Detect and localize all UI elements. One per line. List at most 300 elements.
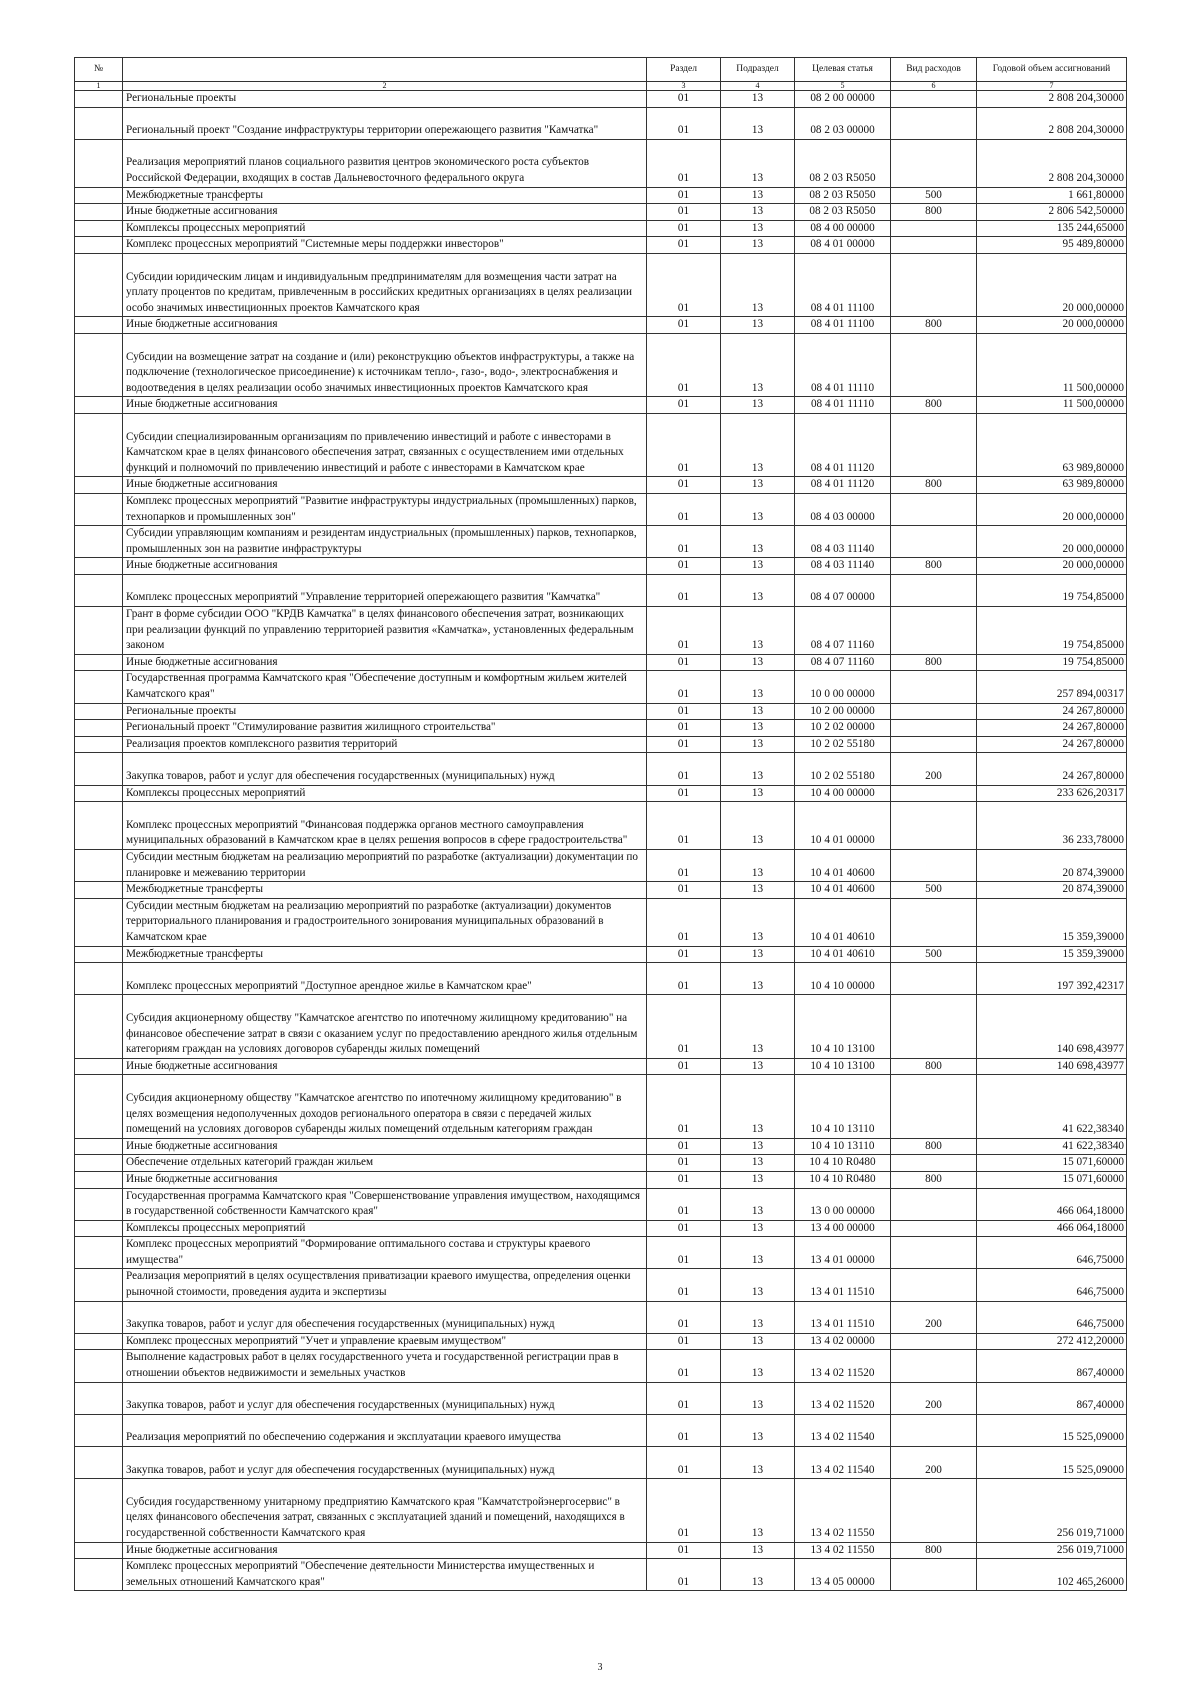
annual-amount-cell: 867,40000 (977, 1382, 1127, 1414)
table-row (75, 995, 1127, 1058)
annual-amount-cell: 19 754,85000 (977, 654, 1127, 671)
table-row (75, 654, 1127, 671)
annual-amount-cell: 272 412,20000 (977, 1333, 1127, 1350)
target-article-cell: 10 4 10 13100 (795, 1058, 891, 1075)
razdel-cell: 01 (647, 397, 721, 414)
razdel-cell: 01 (647, 736, 721, 753)
expense-type-cell (891, 526, 977, 558)
target-article-cell: 08 4 01 11100 (795, 317, 891, 334)
row-number-cell (75, 1058, 123, 1075)
row-number-cell (75, 1237, 123, 1269)
target-article-cell: 10 2 00 00000 (795, 703, 891, 720)
expense-type-cell (891, 1075, 977, 1138)
row-number-cell (75, 1301, 123, 1333)
expense-type-cell: 800 (891, 317, 977, 334)
table-row (75, 317, 1127, 334)
podrazdel-cell: 13 (721, 1350, 795, 1382)
item-name-cell: Субсидии местным бюджетам на реализацию мероприятий по разработке (актуализации) документов территориального планирования и градостроительного зонирования муниципальных образований в Камчатском крае (123, 898, 647, 946)
item-name-cell: Субсидия акционерному обществу "Камчатское агентство по ипотечному жилищному кредитованию" в целях возмещения недополученных доходов регионального оператора в связи с передачей жилых помещений на условиях договоров субаренды жилых помещений отдельным категориям граждан (123, 1075, 647, 1138)
razdel-cell: 01 (647, 1188, 721, 1220)
expense-type-cell (891, 413, 977, 476)
row-number-cell (75, 220, 123, 237)
podrazdel-cell: 13 (721, 882, 795, 899)
target-article-cell: 08 4 01 11100 (795, 253, 891, 316)
item-name-cell: Комплексы процессных мероприятий (123, 1220, 647, 1237)
annual-amount-cell: 15 071,60000 (977, 1171, 1127, 1188)
row-number-cell (75, 91, 123, 108)
podrazdel-cell: 13 (721, 317, 795, 334)
annual-amount-cell: 646,75000 (977, 1237, 1127, 1269)
expense-type-cell: 500 (891, 946, 977, 963)
podrazdel-cell: 13 (721, 946, 795, 963)
item-name-cell: Иные бюджетные ассигнования (123, 204, 647, 221)
row-number-cell (75, 204, 123, 221)
razdel-cell: 01 (647, 526, 721, 558)
row-number-cell (75, 898, 123, 946)
item-name-cell: Грант в форме субсидии ООО "КРДВ Камчатка" в целях финансового обеспечения затрат, возникающих при реализации функций по управлению территорией развития «Камчатка», установленных федеральным законом (123, 607, 647, 655)
podrazdel-cell: 13 (721, 253, 795, 316)
razdel-cell: 01 (647, 1414, 721, 1446)
table-row (75, 785, 1127, 802)
razdel-cell: 01 (647, 785, 721, 802)
podrazdel-cell: 13 (721, 1155, 795, 1172)
annual-amount-cell: 15 359,39000 (977, 898, 1127, 946)
budget-table-sheet (74, 57, 1126, 1591)
podrazdel-cell: 13 (721, 607, 795, 655)
target-article-cell: 10 4 01 40600 (795, 850, 891, 882)
row-number-cell (75, 107, 123, 139)
table-row (75, 1382, 1127, 1414)
target-article-cell: 10 0 00 00000 (795, 671, 891, 703)
podrazdel-cell: 13 (721, 802, 795, 850)
table-row (75, 736, 1127, 753)
razdel-cell: 01 (647, 333, 721, 396)
target-article-cell: 13 4 05 00000 (795, 1559, 891, 1591)
razdel-cell: 01 (647, 413, 721, 476)
target-article-cell: 10 4 01 40610 (795, 946, 891, 963)
row-number-cell (75, 995, 123, 1058)
header-annual-amount: Годовой объем ассигнований (977, 58, 1127, 82)
target-article-cell: 10 4 10 R0480 (795, 1171, 891, 1188)
razdel-cell: 01 (647, 607, 721, 655)
header-number: 2 (123, 82, 647, 91)
table-row (75, 1188, 1127, 1220)
table-row (75, 720, 1127, 737)
item-name-cell: Иные бюджетные ассигнования (123, 1542, 647, 1559)
expense-type-cell (891, 703, 977, 720)
item-name-cell: Иные бюджетные ассигнования (123, 558, 647, 575)
target-article-cell: 08 4 01 11120 (795, 413, 891, 476)
expense-type-cell (891, 220, 977, 237)
target-article-cell: 10 4 10 13100 (795, 995, 891, 1058)
table-row (75, 1237, 1127, 1269)
item-name-cell: Комплексы процессных мероприятий (123, 785, 647, 802)
podrazdel-cell: 13 (721, 1220, 795, 1237)
annual-amount-cell: 36 233,78000 (977, 802, 1127, 850)
expense-type-cell: 800 (891, 204, 977, 221)
table-row (75, 91, 1127, 108)
annual-amount-cell: 646,75000 (977, 1269, 1127, 1301)
podrazdel-cell: 13 (721, 107, 795, 139)
item-name-cell: Межбюджетные трансферты (123, 946, 647, 963)
row-number-cell (75, 963, 123, 995)
target-article-cell: 13 4 02 11520 (795, 1382, 891, 1414)
item-name-cell: Закупка товаров, работ и услуг для обеспечения государственных (муниципальных) нужд (123, 1301, 647, 1333)
item-name-cell: Субсидии специализированным организациям по привлечению инвестиций и работе с инвесторами в Камчатском крае в целях финансового обеспечения затрат, связанных с осуществлением ими отдельных функций и полномочий по привлечению инвестиций и работе с инвесторами в Камчатском крае (123, 413, 647, 476)
table-row (75, 753, 1127, 785)
expense-type-cell: 200 (891, 1447, 977, 1479)
table-row (75, 413, 1127, 476)
item-name-cell: Межбюджетные трансферты (123, 882, 647, 899)
razdel-cell: 01 (647, 1447, 721, 1479)
podrazdel-cell: 13 (721, 526, 795, 558)
podrazdel-cell: 13 (721, 574, 795, 606)
annual-amount-cell: 24 267,80000 (977, 703, 1127, 720)
row-number-cell (75, 1269, 123, 1301)
podrazdel-cell: 13 (721, 720, 795, 737)
expense-type-cell (891, 995, 977, 1058)
row-number-cell (75, 397, 123, 414)
annual-amount-cell: 233 626,20317 (977, 785, 1127, 802)
table-row (75, 898, 1127, 946)
target-article-cell: 10 4 10 13110 (795, 1075, 891, 1138)
item-name-cell: Иные бюджетные ассигнования (123, 1171, 647, 1188)
row-number-cell (75, 850, 123, 882)
table-row (75, 139, 1127, 187)
razdel-cell: 01 (647, 898, 721, 946)
podrazdel-cell: 13 (721, 1171, 795, 1188)
expense-type-cell (891, 671, 977, 703)
podrazdel-cell: 13 (721, 1237, 795, 1269)
expense-type-cell (891, 802, 977, 850)
expense-type-cell (891, 91, 977, 108)
annual-amount-cell: 11 500,00000 (977, 333, 1127, 396)
item-name-cell: Иные бюджетные ассигнования (123, 654, 647, 671)
row-number-cell (75, 1138, 123, 1155)
item-name-cell: Комплекс процессных мероприятий "Доступное арендное жилье в Камчатском крае" (123, 963, 647, 995)
header-row (75, 58, 1127, 82)
annual-amount-cell: 257 894,00317 (977, 671, 1127, 703)
expense-type-cell (891, 253, 977, 316)
razdel-cell: 01 (647, 574, 721, 606)
item-name-cell: Выполнение кадастровых работ в целях государственного учета и государственной регистрации прав в отношении объектов недвижимости и земельных участков (123, 1350, 647, 1382)
razdel-cell: 01 (647, 850, 721, 882)
annual-amount-cell: 135 244,65000 (977, 220, 1127, 237)
table-row (75, 1220, 1127, 1237)
row-number-cell (75, 654, 123, 671)
expense-type-cell (891, 1479, 977, 1542)
item-name-cell: Субсидия акционерному обществу "Камчатское агентство по ипотечному жилищному кредитованию" на финансовое обеспечение затрат в связи с оказанием услуг по предоставлению арендного жилья отдельным категориям граждан на условиях договоров субаренды жилых помещений (123, 995, 647, 1058)
table-row (75, 220, 1127, 237)
annual-amount-cell: 466 064,18000 (977, 1188, 1127, 1220)
target-article-cell: 08 2 03 R5050 (795, 187, 891, 204)
item-name-cell: Комплексы процессных мероприятий (123, 220, 647, 237)
expense-type-cell (891, 898, 977, 946)
razdel-cell: 01 (647, 187, 721, 204)
row-number-cell (75, 753, 123, 785)
table-row (75, 493, 1127, 525)
row-number-cell (75, 317, 123, 334)
target-article-cell: 08 4 01 11120 (795, 477, 891, 494)
table-row (75, 187, 1127, 204)
razdel-cell: 01 (647, 139, 721, 187)
target-article-cell: 13 4 02 00000 (795, 1333, 891, 1350)
razdel-cell: 01 (647, 703, 721, 720)
table-row (75, 526, 1127, 558)
row-number-cell (75, 1447, 123, 1479)
podrazdel-cell: 13 (721, 736, 795, 753)
annual-amount-cell: 95 489,80000 (977, 237, 1127, 254)
podrazdel-cell: 13 (721, 204, 795, 221)
row-number-cell (75, 253, 123, 316)
item-name-cell: Иные бюджетные ассигнования (123, 317, 647, 334)
podrazdel-cell: 13 (721, 654, 795, 671)
razdel-cell: 01 (647, 654, 721, 671)
item-name-cell: Субсидии управляющим компаниям и резидентам индустриальных (промышленных) парков, технопарков, промышленных зон на развитие инфраструктуры (123, 526, 647, 558)
row-number-cell (75, 1479, 123, 1542)
item-name-cell: Государственная программа Камчатского края "Совершенствование управления имуществом, находящимся в государственной собственности Камчатского края" (123, 1188, 647, 1220)
row-number-cell (75, 720, 123, 737)
table-row (75, 1269, 1127, 1301)
annual-amount-cell: 466 064,18000 (977, 1220, 1127, 1237)
item-name-cell: Реализация мероприятий планов социального развития центров экономического роста субъектов Российской Федерации, входящих в состав Дальневосточного федерального округа (123, 139, 647, 187)
target-article-cell: 13 4 02 11520 (795, 1350, 891, 1382)
razdel-cell: 01 (647, 477, 721, 494)
annual-amount-cell: 19 754,85000 (977, 574, 1127, 606)
row-number-cell (75, 671, 123, 703)
target-article-cell: 13 4 00 00000 (795, 1220, 891, 1237)
header-number: 6 (891, 82, 977, 91)
annual-amount-cell: 20 000,00000 (977, 526, 1127, 558)
razdel-cell: 01 (647, 1350, 721, 1382)
row-number-cell (75, 139, 123, 187)
razdel-cell: 01 (647, 963, 721, 995)
target-article-cell: 13 0 00 00000 (795, 1188, 891, 1220)
item-name-cell: Закупка товаров, работ и услуг для обеспечения государственных (муниципальных) нужд (123, 1382, 647, 1414)
table-row (75, 963, 1127, 995)
podrazdel-cell: 13 (721, 1333, 795, 1350)
target-article-cell: 08 4 07 00000 (795, 574, 891, 606)
podrazdel-cell: 13 (721, 220, 795, 237)
podrazdel-cell: 13 (721, 1479, 795, 1542)
podrazdel-cell: 13 (721, 1542, 795, 1559)
page-number: 3 (597, 1662, 603, 1673)
annual-amount-cell: 20 874,39000 (977, 882, 1127, 899)
razdel-cell: 01 (647, 802, 721, 850)
header-podrazdel: Подраздел (721, 58, 795, 82)
row-number-cell (75, 1155, 123, 1172)
target-article-cell: 08 2 03 00000 (795, 107, 891, 139)
item-name-cell: Субсидии на возмещение затрат на создание и (или) реконструкцию объектов инфраструктуры, а также на подключение (технологическое присоединение) к источникам тепло-, газо-, водо-, электроснабжения и водоотведения в целях реализации особо значимых инвестиционных проектов Камчатского края (123, 333, 647, 396)
razdel-cell: 01 (647, 558, 721, 575)
item-name-cell: Субсидии юридическим лицам и индивидуальным предпринимателям для возмещения части затрат на уплату процентов по кредитам, привлеченным в российских кредитных организациях в целях реализации особо значимых инвестиционных проектов Камчатского края (123, 253, 647, 316)
item-name-cell: Иные бюджетные ассигнования (123, 477, 647, 494)
annual-amount-cell: 256 019,71000 (977, 1542, 1127, 1559)
row-number-cell (75, 237, 123, 254)
target-article-cell: 10 4 00 00000 (795, 785, 891, 802)
annual-amount-cell: 63 989,80000 (977, 413, 1127, 476)
podrazdel-cell: 13 (721, 91, 795, 108)
item-name-cell: Региональные проекты (123, 91, 647, 108)
podrazdel-cell: 13 (721, 785, 795, 802)
target-article-cell: 08 2 03 R5050 (795, 204, 891, 221)
expense-type-cell (891, 237, 977, 254)
razdel-cell: 01 (647, 1301, 721, 1333)
annual-amount-cell: 102 465,26000 (977, 1559, 1127, 1591)
table-row (75, 1447, 1127, 1479)
target-article-cell: 10 2 02 55180 (795, 736, 891, 753)
item-name-cell: Комплекс процессных мероприятий "Учет и управление краевым имуществом" (123, 1333, 647, 1350)
annual-amount-cell: 197 392,42317 (977, 963, 1127, 995)
razdel-cell: 01 (647, 237, 721, 254)
razdel-cell: 01 (647, 720, 721, 737)
podrazdel-cell: 13 (721, 1058, 795, 1075)
annual-amount-cell: 20 000,00000 (977, 558, 1127, 575)
item-name-cell: Обеспечение отдельных категорий граждан жильем (123, 1155, 647, 1172)
table-row (75, 1171, 1127, 1188)
expense-type-cell: 800 (891, 654, 977, 671)
expense-type-cell (891, 574, 977, 606)
item-name-cell: Региональный проект "Стимулирование развития жилищного строительства" (123, 720, 647, 737)
target-article-cell: 13 4 02 11550 (795, 1542, 891, 1559)
row-number-cell (75, 187, 123, 204)
podrazdel-cell: 13 (721, 139, 795, 187)
row-number-cell (75, 1559, 123, 1591)
annual-amount-cell: 24 267,80000 (977, 720, 1127, 737)
item-name-cell: Закупка товаров, работ и услуг для обеспечения государственных (муниципальных) нужд (123, 1447, 647, 1479)
razdel-cell: 01 (647, 946, 721, 963)
target-article-cell: 08 4 03 00000 (795, 493, 891, 525)
table-row (75, 333, 1127, 396)
target-article-cell: 13 4 02 11550 (795, 1479, 891, 1542)
razdel-cell: 01 (647, 1075, 721, 1138)
podrazdel-cell: 13 (721, 477, 795, 494)
podrazdel-cell: 13 (721, 850, 795, 882)
table-row (75, 1301, 1127, 1333)
table-row (75, 703, 1127, 720)
table-row (75, 946, 1127, 963)
target-article-cell: 08 4 03 11140 (795, 558, 891, 575)
table-row (75, 107, 1127, 139)
annual-amount-cell: 41 622,38340 (977, 1075, 1127, 1138)
row-number-cell (75, 1382, 123, 1414)
row-number-cell (75, 1188, 123, 1220)
table-row (75, 558, 1127, 575)
annual-amount-cell: 2 808 204,30000 (977, 139, 1127, 187)
item-name-cell: Межбюджетные трансферты (123, 187, 647, 204)
podrazdel-cell: 13 (721, 397, 795, 414)
row-number-cell (75, 607, 123, 655)
header-number: 3 (647, 82, 721, 91)
podrazdel-cell: 13 (721, 1138, 795, 1155)
razdel-cell: 01 (647, 1542, 721, 1559)
expense-type-cell: 200 (891, 753, 977, 785)
annual-amount-cell: 11 500,00000 (977, 397, 1127, 414)
razdel-cell: 01 (647, 91, 721, 108)
table-row (75, 607, 1127, 655)
expense-type-cell: 800 (891, 1542, 977, 1559)
table-row (75, 1155, 1127, 1172)
annual-amount-cell: 20 000,00000 (977, 317, 1127, 334)
target-article-cell: 10 4 01 40610 (795, 898, 891, 946)
razdel-cell: 01 (647, 1138, 721, 1155)
podrazdel-cell: 13 (721, 1075, 795, 1138)
annual-amount-cell: 2 808 204,30000 (977, 91, 1127, 108)
razdel-cell: 01 (647, 1382, 721, 1414)
annual-amount-cell: 20 000,00000 (977, 493, 1127, 525)
target-article-cell: 10 4 01 40600 (795, 882, 891, 899)
budget-table (74, 57, 1127, 1591)
table-row (75, 802, 1127, 850)
item-name-cell: Закупка товаров, работ и услуг для обеспечения государственных (муниципальных) нужд (123, 753, 647, 785)
podrazdel-cell: 13 (721, 333, 795, 396)
expense-type-cell (891, 1188, 977, 1220)
annual-amount-cell: 256 019,71000 (977, 1479, 1127, 1542)
expense-type-cell (891, 1269, 977, 1301)
header-number-row (75, 82, 1127, 91)
table-body (75, 91, 1127, 1591)
target-article-cell: 08 2 03 R5050 (795, 139, 891, 187)
expense-type-cell (891, 720, 977, 737)
table-row (75, 253, 1127, 316)
podrazdel-cell: 13 (721, 237, 795, 254)
podrazdel-cell: 13 (721, 1559, 795, 1591)
table-row (75, 477, 1127, 494)
annual-amount-cell: 24 267,80000 (977, 736, 1127, 753)
table-row (75, 1479, 1127, 1542)
target-article-cell: 08 4 01 00000 (795, 237, 891, 254)
podrazdel-cell: 13 (721, 493, 795, 525)
expense-type-cell: 200 (891, 1301, 977, 1333)
row-number-cell (75, 413, 123, 476)
row-number-cell (75, 703, 123, 720)
header-name (123, 58, 647, 82)
razdel-cell: 01 (647, 204, 721, 221)
target-article-cell: 10 2 02 55180 (795, 753, 891, 785)
item-name-cell: Комплекс процессных мероприятий "Системные меры поддержки инвесторов" (123, 237, 647, 254)
expense-type-cell: 800 (891, 397, 977, 414)
table-row (75, 397, 1127, 414)
razdel-cell: 01 (647, 317, 721, 334)
razdel-cell: 01 (647, 253, 721, 316)
row-number-cell (75, 785, 123, 802)
razdel-cell: 01 (647, 220, 721, 237)
annual-amount-cell: 41 622,38340 (977, 1138, 1127, 1155)
table-row (75, 1414, 1127, 1446)
annual-amount-cell: 63 989,80000 (977, 477, 1127, 494)
annual-amount-cell: 15 071,60000 (977, 1155, 1127, 1172)
annual-amount-cell: 140 698,43977 (977, 995, 1127, 1058)
expense-type-cell (891, 1220, 977, 1237)
target-article-cell: 08 4 03 11140 (795, 526, 891, 558)
razdel-cell: 01 (647, 1171, 721, 1188)
table-row (75, 1559, 1127, 1591)
expense-type-cell: 800 (891, 1058, 977, 1075)
item-name-cell: Комплекс процессных мероприятий "Обеспечение деятельности Министерства имущественных и земельных отношений Камчатского края" (123, 1559, 647, 1591)
expense-type-cell (891, 736, 977, 753)
table-row (75, 1138, 1127, 1155)
row-number-cell (75, 526, 123, 558)
target-article-cell: 08 4 01 11110 (795, 333, 891, 396)
row-number-cell (75, 1220, 123, 1237)
target-article-cell: 10 4 10 R0480 (795, 1155, 891, 1172)
item-name-cell: Государственная программа Камчатского края "Обеспечение доступным и комфортным жильем жителей Камчатского края" (123, 671, 647, 703)
expense-type-cell: 800 (891, 1138, 977, 1155)
annual-amount-cell: 646,75000 (977, 1301, 1127, 1333)
podrazdel-cell: 13 (721, 963, 795, 995)
target-article-cell: 13 4 02 11540 (795, 1414, 891, 1446)
expense-type-cell (891, 493, 977, 525)
